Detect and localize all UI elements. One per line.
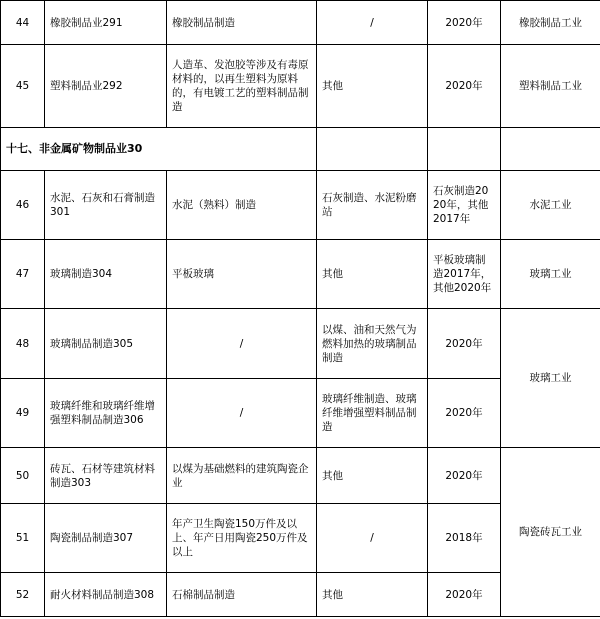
scope-cell: 平板玻璃: [167, 240, 317, 309]
deadline-cell: 2018年: [428, 504, 501, 573]
table-row: [1, 1, 600, 45]
deadline-cell: 2020年: [428, 309, 501, 379]
row-number: 49: [1, 379, 45, 448]
industry-category: 塑料制品业292: [45, 45, 167, 128]
industry-category: 玻璃制品制造305: [45, 309, 167, 379]
section-header-row: [1, 128, 600, 171]
standard-cell: 玻璃工业: [501, 309, 600, 448]
exception-cell: 玻璃纤维制造、玻璃纤维增强塑料制品制造: [317, 379, 428, 448]
row-number: 52: [1, 573, 45, 617]
standard-cell: 塑料制品工业: [501, 45, 600, 128]
scope-cell: 年产卫生陶瓷150万件及以上、年产日用陶瓷250万件及以上: [167, 504, 317, 573]
scope-cell: 水泥（熟料）制造: [167, 171, 317, 240]
deadline-cell: 2020年: [428, 448, 501, 504]
deadline-cell: 2020年: [428, 1, 501, 45]
table-row: [1, 45, 600, 128]
section-title: 十七、非金属矿物制品业30: [1, 128, 317, 171]
exception-cell: 其他: [317, 448, 428, 504]
deadline-cell: 石灰制造2020年，其他2017年: [428, 171, 501, 240]
standard-cell: 陶瓷砖瓦工业: [501, 448, 600, 617]
table-row: [1, 240, 600, 309]
industry-category: 陶瓷制品制造307: [45, 504, 167, 573]
row-number: 45: [1, 45, 45, 128]
deadline-cell: 2020年: [428, 573, 501, 617]
standard-cell: 水泥工业: [501, 171, 600, 240]
exception-cell: /: [317, 1, 428, 45]
scope-cell: 橡胶制品制造: [167, 1, 317, 45]
industry-category: 耐火材料制品制造308: [45, 573, 167, 617]
scope-cell: /: [167, 309, 317, 379]
industry-category: 水泥、石灰和石膏制造301: [45, 171, 167, 240]
scope-cell: 以煤为基础燃料的建筑陶瓷企业: [167, 448, 317, 504]
standard-cell: 橡胶制品工业: [501, 1, 600, 45]
deadline-cell: 2020年: [428, 45, 501, 128]
empty-cell: [428, 128, 501, 171]
row-number: 44: [1, 1, 45, 45]
industry-category: 玻璃纤维和玻璃纤维增强塑料制品制造306: [45, 379, 167, 448]
row-number: 48: [1, 309, 45, 379]
exception-cell: 其他: [317, 573, 428, 617]
deadline-cell: 平板玻璃制造2017年，其他2020年: [428, 240, 501, 309]
industry-category: 玻璃制造304: [45, 240, 167, 309]
table-row: [1, 171, 600, 240]
exception-cell: /: [317, 504, 428, 573]
industry-category: 橡胶制品业291: [45, 1, 167, 45]
scope-cell: /: [167, 379, 317, 448]
empty-cell: [317, 128, 428, 171]
empty-cell: [501, 128, 600, 171]
row-number: 46: [1, 171, 45, 240]
table-row: [1, 448, 600, 504]
industry-category: 砖瓦、石材等建筑材料制造303: [45, 448, 167, 504]
standard-cell: 玻璃工业: [501, 240, 600, 309]
exception-cell: 其他: [317, 240, 428, 309]
exception-cell: 石灰制造、水泥粉磨站: [317, 171, 428, 240]
row-number: 50: [1, 448, 45, 504]
exception-cell: 以煤、油和天然气为燃料加热的玻璃制品制造: [317, 309, 428, 379]
scope-cell: 人造革、发泡胶等涉及有毒原材料的，以再生塑料为原料的，有电镀工艺的塑料制品制造: [167, 45, 317, 128]
scope-cell: 石棉制品制造: [167, 573, 317, 617]
table-row: [1, 309, 600, 379]
deadline-cell: 2020年: [428, 379, 501, 448]
row-number: 51: [1, 504, 45, 573]
row-number: 47: [1, 240, 45, 309]
exception-cell: 其他: [317, 45, 428, 128]
